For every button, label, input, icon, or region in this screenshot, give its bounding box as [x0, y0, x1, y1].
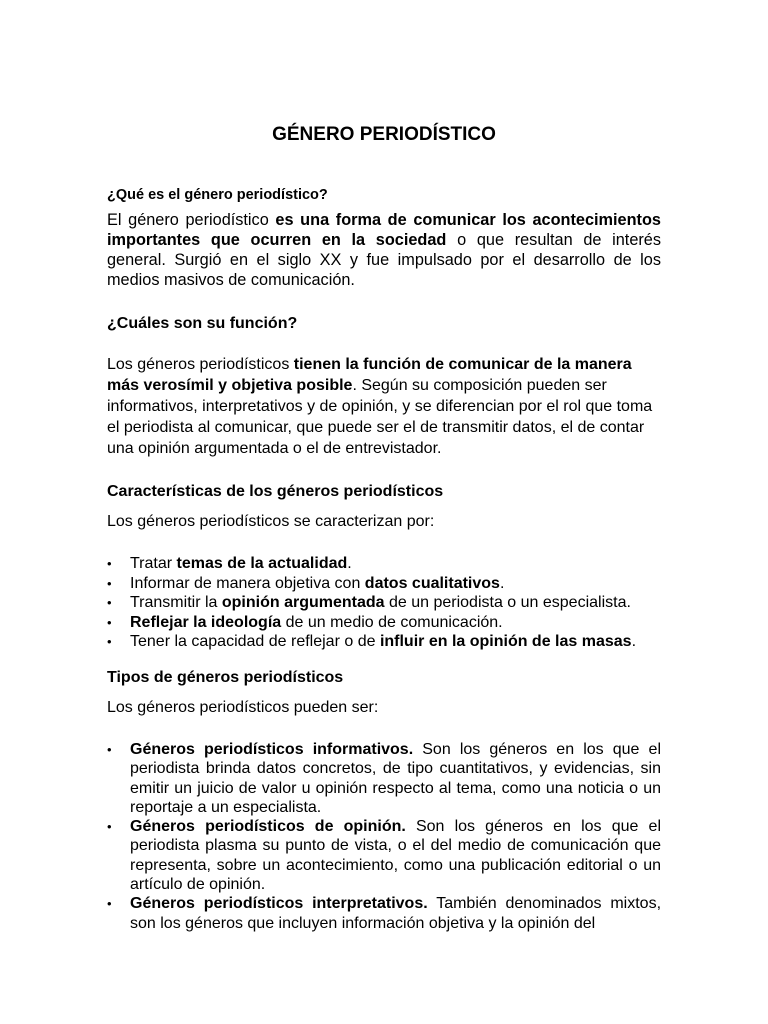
- text-span: Los géneros periodísticos: [107, 356, 294, 373]
- text-span: de un periodista o un especialista.: [384, 594, 631, 611]
- text-span: o que resultan de interés general. Surgió en el siglo XX y fue impulsado por el desarrollo de los medios masivos de comunicación.: [107, 231, 661, 289]
- document-title: GÉNERO PERIODÍSTICO: [272, 124, 496, 145]
- text-span: Son los géneros en los que el periodista brinda datos concretos, de tipo cuantitativos, y evidencias, sin emitir un juicio de valor u opinión respecto al tema, como una noticia o un reportaje a un especialista.: [130, 741, 661, 816]
- text-span: Tratar: [130, 555, 177, 572]
- list-caracteristicas: [107, 554, 661, 652]
- bold-span: temas de la actualidad: [176, 555, 348, 572]
- text-span: También denominados mixtos, son los géneros que incluyen información objetiva y la opinión del: [130, 895, 662, 932]
- section-heading-caracteristicas: Características de los géneros periodísticos: [107, 483, 444, 500]
- list-item: [107, 740, 661, 817]
- section-heading-tipos: Tipos de géneros periodísticos: [107, 669, 344, 686]
- text-span: .: [347, 555, 352, 572]
- list-item: [107, 574, 661, 594]
- bold-span: opinión argumentada: [221, 594, 385, 611]
- text-span: Tener la capacidad de reflejar o de: [130, 633, 380, 650]
- list-item: [107, 593, 661, 613]
- intro-caracteristicas: Los géneros periodísticos se caracterizan por:: [107, 513, 435, 530]
- bold-span: tienen la función de comunicar de la manera más verosímil y objetiva posible: [107, 356, 632, 394]
- intro-tipos: Los géneros periodísticos pueden ser:: [107, 699, 379, 716]
- text-span: Son los géneros en los que el periodista plasma su punto de vista, o el del medio de comunicación que representa, sobre un acontecimiento, como una publicación editorial o un artículo de opinión.: [130, 818, 661, 894]
- bold-span: datos cualitativos: [364, 574, 500, 592]
- text-span: Informar de manera objetiva con: [130, 574, 365, 592]
- text-span: Transmitir la: [130, 594, 222, 611]
- list-item: [107, 894, 661, 933]
- bold-span: Géneros periodísticos de opinión.: [130, 818, 406, 836]
- list-item: [107, 817, 661, 894]
- list-item: [107, 613, 661, 633]
- section-caracteristicas: [107, 482, 661, 652]
- text-span: . Según su composición pueden ser informativos, interpretativos y de opinión, y se diferencian por el rol que toma el periodista al comunicar, que puede ser el de transmitir datos, el de contar una opinión argumentada o el de entrevistador.: [107, 377, 653, 457]
- text-span: .: [631, 633, 637, 650]
- text-span: de un medio de comunicación.: [281, 613, 503, 631]
- text-span: .: [499, 574, 505, 592]
- list-item: [107, 632, 661, 652]
- paragraph-funcion: [107, 354, 661, 459]
- section-funcion: [107, 314, 661, 459]
- list-tipos: [107, 740, 661, 933]
- section-que-es: [107, 186, 661, 290]
- bold-span: influir en la opinión de las masas: [379, 633, 632, 650]
- paragraph-que-es: [107, 210, 661, 290]
- section-heading-funcion: ¿Cuáles son su función?: [107, 315, 298, 332]
- section-tipos: [107, 668, 661, 933]
- list-item: [107, 554, 661, 574]
- bold-span: es una forma de comunicar los acontecimientos importantes que ocurren en la sociedad: [107, 211, 661, 249]
- bold-span: Reflejar la ideología: [130, 613, 282, 631]
- section-heading-que-es: ¿Qué es el género periodístico?: [107, 187, 328, 203]
- text-span: El género periodístico: [107, 211, 276, 229]
- bold-span: Géneros periodísticos interpretativos.: [130, 895, 428, 913]
- bold-span: Géneros periodísticos informativos.: [130, 741, 414, 758]
